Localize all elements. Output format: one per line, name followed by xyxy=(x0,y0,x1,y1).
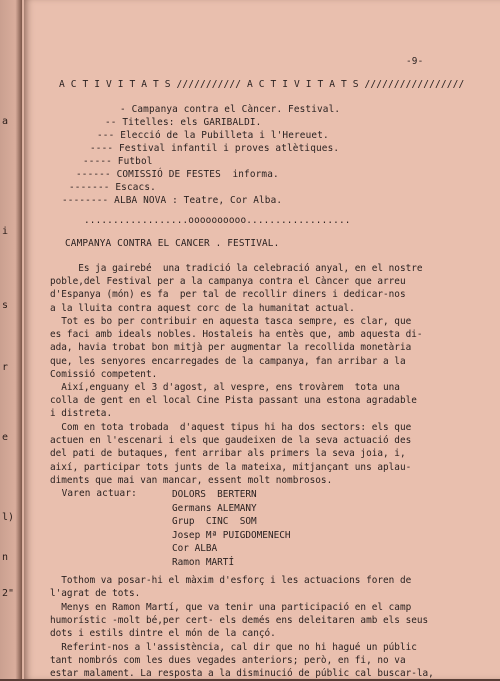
toc-item xyxy=(62,195,282,207)
toc-text: Escacs. xyxy=(115,182,156,193)
paragraph xyxy=(50,315,423,381)
toc-item xyxy=(120,104,340,116)
margin-mark: i xyxy=(2,226,9,237)
paragraph xyxy=(50,641,434,681)
toc-dash: -- xyxy=(105,117,117,128)
paragraph xyxy=(50,381,417,421)
performer: Germans ALEMANY xyxy=(172,502,257,514)
paragraph-line: Es ja gairebé una tradició la celebració anyal, en el nostre xyxy=(50,263,423,274)
performers-list xyxy=(172,488,291,570)
paragraph-line: així, participar tots junts de la mateixa, mitjançant uns aplau- xyxy=(50,461,412,473)
performer: Ramon MARTÍ xyxy=(172,556,235,568)
performer: Cor ALBA xyxy=(172,543,218,555)
paragraph xyxy=(50,421,411,487)
toc-dash: ----- xyxy=(83,156,112,167)
performer: Josep Mª PUIGDOMENECH xyxy=(172,529,291,541)
paragraph xyxy=(50,262,423,315)
margin-mark: l) xyxy=(2,512,15,523)
document-page xyxy=(24,0,500,679)
toc-item xyxy=(105,117,261,129)
paragraph-line: Referint-nos a l'assistència, cal dir que no hi hagué un públic xyxy=(50,642,417,653)
page-number: -9- xyxy=(406,56,424,67)
margin-mark: s xyxy=(2,300,9,311)
margin-mark: r xyxy=(2,362,9,373)
paragraph-line: Comissió competent. xyxy=(50,368,158,380)
paragraph-line: Com en tota trobada d'aquest tipus hi ha dos sectors: els que xyxy=(50,422,412,433)
paragraph-line: ada, havia trobat bon mitjà per augmentar la recollida monetària xyxy=(50,342,412,354)
paragraph-line: a la lluita contra aquest corc de la humanitat actual. xyxy=(50,302,355,314)
toc-text: Futbol xyxy=(117,156,153,167)
paragraph-line: tant nombrós com les dues vegades anteriors; però, en fi, no va xyxy=(50,655,406,667)
paragraph-line: humorístic -molt bé,per cert- els demés ens deleitaren amb els seus xyxy=(50,615,429,627)
toc-text: Campanya contra el Càncer. Festival. xyxy=(131,104,341,115)
paragraph-line: dots i estils dintre el món de la cançó. xyxy=(50,628,276,640)
previous-page-edge xyxy=(0,0,22,679)
toc-text: Titelles: els GARIBALDI. xyxy=(122,117,262,128)
separator-line: ..................oooooooooo.................. xyxy=(84,215,351,226)
toc-dash: ------- xyxy=(69,182,110,193)
performer: Grup CINC SOM xyxy=(172,516,257,528)
toc-dash: ---- xyxy=(90,143,114,154)
paragraph-line: i distreta. xyxy=(50,408,113,420)
paragraph-line: Així,enguany el 3 d'agost, al vespre, ens trovàrem tota una xyxy=(50,382,400,393)
toc-dash: - xyxy=(120,104,126,115)
toc-dash: ------ xyxy=(76,169,111,180)
paragraph-line: del pati de butaques, fent arribar als primers la seva joia, i, xyxy=(50,448,406,460)
margin-mark: n xyxy=(2,552,9,563)
margin-mark: 2" xyxy=(2,588,15,599)
margin-mark: e xyxy=(2,432,9,443)
paragraph-line: Menys en Ramon Martí, que va tenir una participació en el camp xyxy=(50,602,412,613)
toc-item xyxy=(69,182,156,194)
performer: DOLORS BERTERN xyxy=(172,489,257,500)
paragraph-line: diments que mai van mancar, essent molt nombrosos. xyxy=(50,474,333,486)
section-header: A C T I V I T A T S /////////// A C T I V I T A T S ///////////////// xyxy=(59,79,465,90)
paragraph-line: actuen en l'escenari i els que gaudeixen de la seva actuació des xyxy=(50,435,412,447)
paragraph-line: que, les senyores encarregades de la campanya, fan arribar a la xyxy=(50,355,406,367)
paragraph-line: poble,del Festival per a la campanya contra el Càncer que arreu xyxy=(50,276,406,288)
paragraph-line: d'Espanya (món) es fa per tal de recollir diners i dedicar-nos xyxy=(50,289,406,301)
paragraph-line: estar malament. La resposta a la disminució de públic cal buscar-la, xyxy=(50,668,434,680)
article-title: CAMPANYA CONTRA EL CANCER . FESTIVAL. xyxy=(65,238,280,249)
toc-item xyxy=(76,169,279,181)
toc-item xyxy=(90,143,339,155)
toc-dash: -------- xyxy=(62,195,109,206)
toc-text: ALBA NOVA : Teatre, Cor Alba. xyxy=(114,195,283,206)
paragraph-line: es faci amb ideals nobles. Hostaleis ha entès que, amb aquesta di- xyxy=(50,329,423,341)
toc-item xyxy=(97,130,329,142)
paragraph xyxy=(50,574,411,600)
paragraph-line: Tothom va posar-hi el màxim d'esforç i les actuacions foren de xyxy=(50,575,412,586)
paragraph-line: Tot es bo per contribuir en aquesta tasca sempre, es clar, que xyxy=(50,316,412,327)
paragraph xyxy=(50,601,428,641)
toc-text: Elecció de la Pubilleta i l'Hereuet. xyxy=(120,130,329,141)
margin-mark: a xyxy=(2,116,9,127)
toc-item xyxy=(83,156,153,168)
toc-dash: --- xyxy=(97,130,115,141)
toc-text: Festival infantil i proves atlètiques. xyxy=(118,143,340,154)
paragraph-line: colla de gent en el local Cine Pista passant una estona agradable xyxy=(50,395,417,407)
performers-label: Varen actuar: xyxy=(50,488,137,499)
paragraph-line: l'agrat de tots. xyxy=(50,588,141,600)
toc-text: COMISSIÓ DE FESTES informa. xyxy=(116,169,279,180)
